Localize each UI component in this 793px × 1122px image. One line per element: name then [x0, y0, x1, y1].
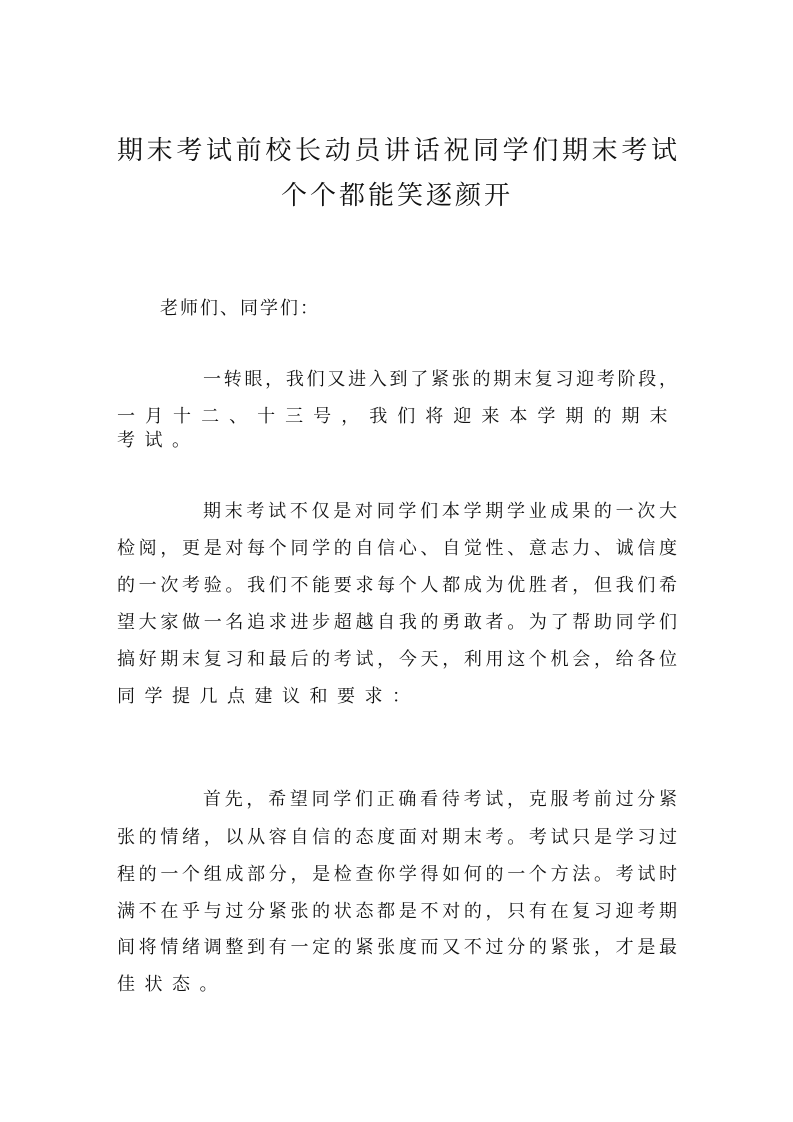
paragraph-line: 间将情绪调整到有一定的紧张度而又不过分的紧张，才是最	[117, 937, 677, 958]
paragraph-line: 满不在乎与过分紧张的状态都是不对的，只有在复习迎考期	[117, 901, 677, 922]
paragraph-line: 的一次考验。我们不能要求每个人都成为优胜者，但我们希	[117, 575, 677, 596]
paragraph-line: 搞好期末复习和最后的考试，今天，利用这个机会，给各位	[117, 649, 677, 670]
paragraph-line: 一转眼，我们又进入到了紧张的期末复习迎考阶段，	[203, 369, 677, 390]
paragraph-line: 程的一个组成部分，是检查你学得如何的一个方法。考试时	[117, 864, 677, 885]
paragraph-line: 一月十二、十三号，我们将迎来本学期的期末考试。	[117, 406, 677, 451]
paragraph-line: 佳状态。	[117, 974, 227, 995]
paragraph-line: 首先，希望同学们正确看待考试，克服考前过分紧	[203, 789, 677, 810]
document-title-line-2: 个个都能笑逐颜开	[280, 181, 513, 211]
document-title-line-1: 期末考试前校长动员讲话祝同学们期末考试	[117, 136, 677, 166]
paragraph-line: 张的情绪，以从容自信的态度面对期末考。考试只是学习过	[117, 827, 677, 848]
paragraph-line: 同学提几点建议和要求：	[117, 686, 420, 707]
paragraph-line: 期末考试不仅是对同学们本学期学业成果的一次大	[203, 501, 677, 522]
paragraph-line: 望大家做一名追求进步超越自我的勇敢者。为了帮助同学们	[117, 612, 677, 633]
salutation: 老师们、同学们：	[160, 298, 320, 319]
paragraph-line: 检阅，更是对每个同学的自信心、自觉性、意志力、诚信度	[117, 538, 677, 559]
